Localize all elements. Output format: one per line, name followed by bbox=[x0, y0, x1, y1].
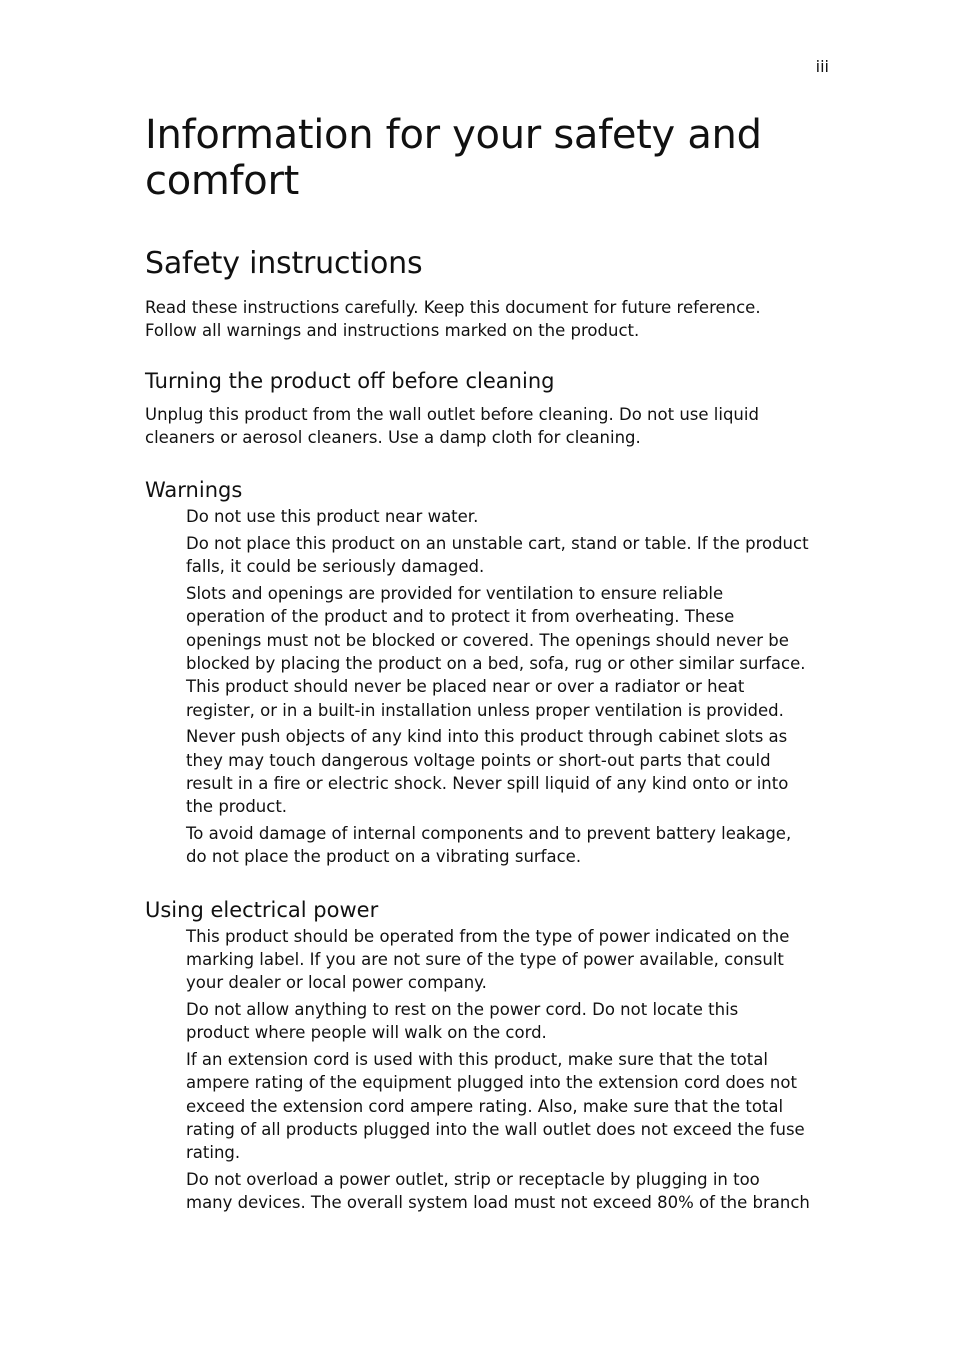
text-line: Do not place this product on an unstable cart, stand or table. If the product bbox=[186, 533, 809, 553]
cleaning-heading: Turning the product off before cleaning bbox=[145, 368, 555, 393]
text-line: your dealer or local power company. bbox=[186, 973, 487, 993]
text-line: many devices. The overall system load must not exceed 80% of the branch bbox=[186, 1193, 810, 1213]
power-paragraph bbox=[186, 1048, 843, 1164]
text-line: Unplug this product from the wall outlet before cleaning. Do not use liquid bbox=[145, 404, 759, 424]
intro-paragraph bbox=[145, 296, 835, 343]
warning-paragraph bbox=[186, 505, 843, 528]
text-line: blocked by placing the product on a bed, sofa, rug or other similar surface. bbox=[186, 653, 806, 673]
text-line: Read these instructions carefully. Keep this document for future reference. bbox=[145, 298, 761, 317]
text-line: product where people will walk on the cord. bbox=[186, 1023, 547, 1043]
text-line: marking label. If you are not sure of the type of power available, consult bbox=[186, 949, 784, 969]
power-paragraph bbox=[186, 925, 843, 995]
text-line: rating. bbox=[186, 1143, 241, 1163]
text-line: Slots and openings are provided for ventilation to ensure reliable bbox=[186, 584, 724, 604]
text-line: do not place the product on a vibrating surface. bbox=[186, 847, 582, 867]
text-line: register, or in a built-in installation unless proper ventilation is provided. bbox=[186, 700, 784, 720]
text-line: Do not overload a power outlet, strip or receptacle by plugging in too bbox=[186, 1170, 760, 1190]
warning-paragraph bbox=[186, 725, 843, 818]
text-line: Do not allow anything to rest on the power cord. Do not locate this bbox=[186, 1000, 739, 1020]
text-line: ampere rating of the equipment plugged into the extension cord does not bbox=[186, 1073, 797, 1093]
text-line: result in a fire or electric shock. Never spill liquid of any kind onto or into bbox=[186, 773, 789, 793]
warnings-list bbox=[186, 505, 843, 868]
text-line: rating of all products plugged into the wall outlet does not exceed the fuse bbox=[186, 1120, 805, 1140]
text-line: Never push objects of any kind into this product through cabinet slots as bbox=[186, 727, 788, 747]
text-line: Follow all warnings and instructions marked on the product. bbox=[145, 321, 640, 341]
text-line: operation of the product and to protect it from overheating. These bbox=[186, 607, 735, 627]
warning-paragraph bbox=[186, 822, 843, 869]
text-line: Do not use this product near water. bbox=[186, 507, 479, 527]
text-line: openings must not be blocked or covered. The openings should never be bbox=[186, 630, 789, 650]
power-list bbox=[186, 925, 843, 1215]
text-line: If an extension cord is used with this product, make sure that the total bbox=[186, 1050, 768, 1070]
text-line: the product. bbox=[186, 797, 288, 817]
power-paragraph bbox=[186, 998, 843, 1045]
cleaning-paragraph bbox=[145, 403, 835, 450]
page-content bbox=[145, 112, 835, 1215]
text-line: exceed the extension cord ampere rating. Also, make sure that the total bbox=[186, 1096, 784, 1116]
warning-paragraph bbox=[186, 582, 843, 722]
page-number: iii bbox=[815, 57, 829, 76]
warning-paragraph bbox=[186, 532, 843, 579]
text-line: To avoid damage of internal components and to prevent battery leakage, bbox=[186, 824, 792, 844]
text-line: This product should never be placed near or over a radiator or heat bbox=[186, 677, 745, 697]
power-heading: Using electrical power bbox=[145, 897, 379, 922]
text-line: falls, it could be seriously damaged. bbox=[186, 557, 485, 577]
text-line: cleaners or aerosol cleaners. Use a damp cloth for cleaning. bbox=[145, 427, 641, 447]
warnings-heading: Warnings bbox=[145, 478, 243, 503]
page-title: Information for your safety and comfort bbox=[145, 112, 762, 204]
power-paragraph bbox=[186, 1168, 843, 1215]
text-line: This product should be operated from the type of power indicated on the bbox=[186, 926, 790, 946]
text-line: they may touch dangerous voltage points or short-out parts that could bbox=[186, 750, 771, 770]
section-heading: Safety instructions bbox=[145, 246, 423, 281]
